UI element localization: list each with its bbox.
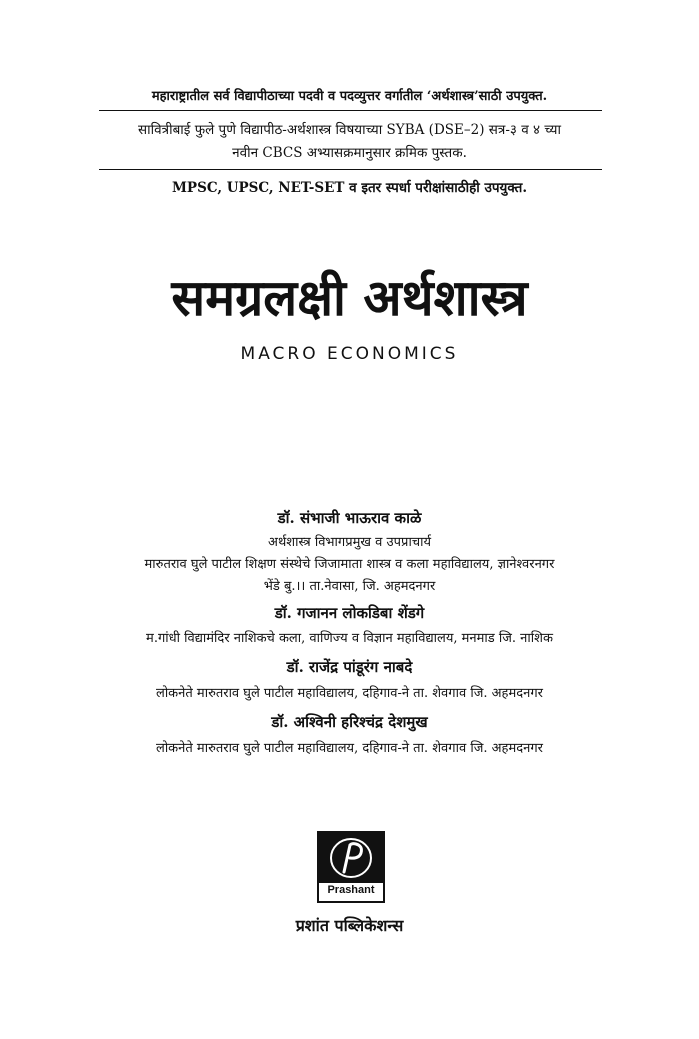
header-line-universities: महाराष्ट्रातील सर्व विद्यापीठाच्या पदवी व पदव्युत्तर वर्गातील ‘अर्थशास्त्र’साठी उपयुक्त. xyxy=(151,89,548,104)
prashant-p-logo-icon xyxy=(319,833,383,883)
book-title: समग्रलक्षी अर्थशास्त्र xyxy=(171,268,528,327)
divider-top xyxy=(99,110,602,111)
author-name-3: डॉ. राजेंद्र पांडूरंग नाबदे xyxy=(286,658,413,676)
author-location-1: भेंडे बु.।। ता.नेवासा, जि. अहमदनगर xyxy=(263,579,436,594)
publisher-logo xyxy=(317,831,385,903)
author-name-2: डॉ. गजानन लोकडिबा शेंडगे xyxy=(274,604,425,622)
publisher-name: प्रशांत पब्लिकेशन्स xyxy=(295,916,404,935)
author-institution-4: लोकनेते मारुतराव घुले पाटील महाविद्यालय, दहिगाव-ने ता. शेवगाव जि. अहमदनगर xyxy=(156,741,543,756)
author-institution-3: लोकनेते मारुतराव घुले पाटील महाविद्यालय, दहिगाव-ने ता. शेवगाव जि. अहमदनगर xyxy=(156,686,543,701)
author-name-1: डॉ. संभाजी भाऊराव काळे xyxy=(277,509,422,527)
logo-label: Prashant xyxy=(327,884,375,896)
divider-middle xyxy=(99,169,602,170)
header-line-cbcs: नवीन CBCS अभ्यासक्रमानुसार क्रमिक पुस्तक. xyxy=(232,145,467,161)
header-line-competitive-exams: MPSC, UPSC, NET-SET व इतर स्पर्धा परीक्षांसाठीही उपयुक्त. xyxy=(171,180,528,196)
book-subtitle: MACRO ECONOMICS xyxy=(240,344,459,364)
author-role-1: अर्थशास्त्र विभागप्रमुख व उपप्राचार्य xyxy=(268,535,431,550)
author-institution-2: म.गांधी विद्यामंदिर नाशिकचे कला, वाणिज्य व विज्ञान महाविद्यालय, मनमाड जि. नाशिक xyxy=(146,631,553,646)
author-institution-1: मारुतराव घुले पाटील शिक्षण संस्थेचे जिजामाता शास्त्र व कला महाविद्यालय, ज्ञानेश्वरनगर xyxy=(144,557,555,572)
author-name-4: डॉ. अश्विनी हरिश्चंद्र देशमुख xyxy=(271,713,428,731)
header-line-syllabus: सावित्रीबाई फुले पुणे विद्यापीठ-अर्थशास्त्र विषयाच्या SYBA (DSE–2) सत्र-३ व ४ च्या xyxy=(138,122,561,138)
